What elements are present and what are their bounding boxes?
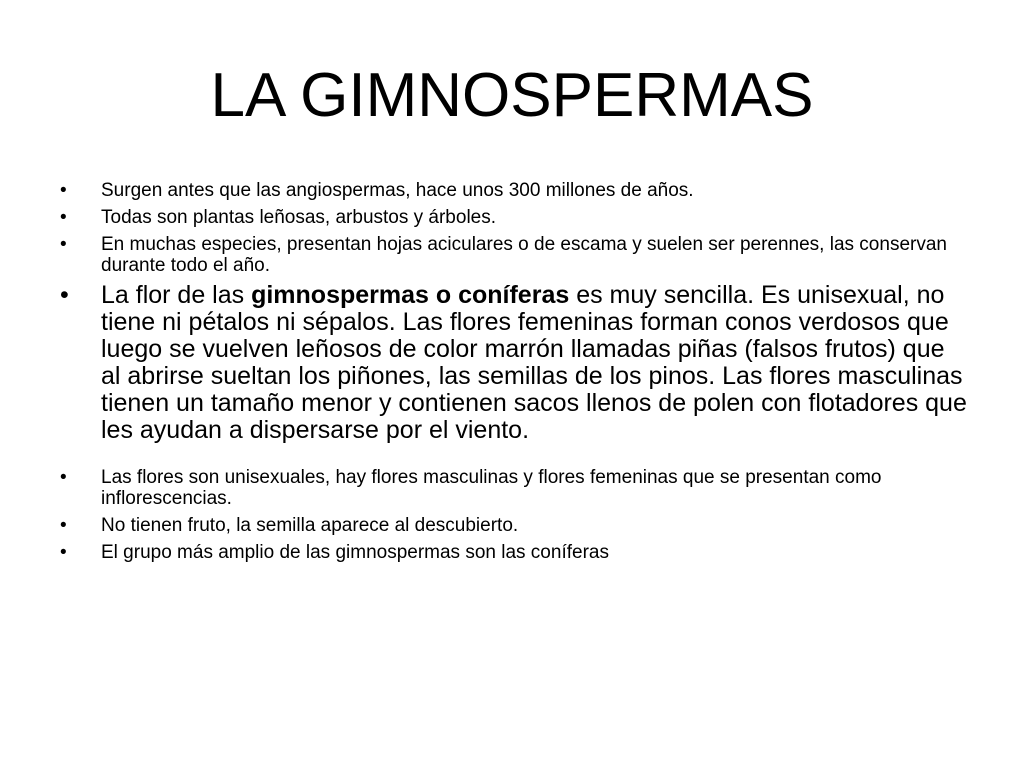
bullet-marker: • xyxy=(60,467,67,488)
slide-title: LA GIMNOSPERMAS xyxy=(210,61,814,130)
bullet-marker: • xyxy=(60,207,67,228)
main-bullet-bold-term: gimnospermas o coníferas xyxy=(251,281,570,309)
bullet-text: El grupo más amplio de las gimnospermas son las coníferas xyxy=(101,542,609,563)
bullet-item xyxy=(60,542,970,563)
bullet-text: Las flores son unisexuales, hay flores masculinas y flores femeninas que se presentan como inflorescencias. xyxy=(101,467,882,509)
bullet-text: En muchas especies, presentan hojas aciculares o de escama y suelen ser perennes, las conservan durante todo el año. xyxy=(101,234,947,276)
bullet-item xyxy=(60,207,970,228)
bullet-text: Surgen antes que las angiospermas, hace unos 300 millones de años. xyxy=(101,180,694,201)
bullet-item xyxy=(60,467,970,509)
bullet-text: Todas son plantas leñosas, arbustos y árboles. xyxy=(101,207,497,228)
bullet-item xyxy=(60,515,970,536)
bullet-marker: • xyxy=(60,515,67,536)
bullet-marker: • xyxy=(60,281,69,309)
bullet-marker: • xyxy=(60,234,67,255)
bullet-text: No tienen fruto, la semilla aparece al descubierto. xyxy=(101,515,519,536)
bullet-item xyxy=(60,180,970,201)
bullet-marker: • xyxy=(60,180,67,201)
bullet-marker: • xyxy=(60,542,67,563)
bullet-list xyxy=(60,180,970,569)
main-bullet-text-start: La flor de las xyxy=(101,281,252,309)
main-bullet-item xyxy=(60,282,970,444)
bullet-item xyxy=(60,234,970,276)
main-bullet-text xyxy=(101,281,967,444)
main-bullet-text-end: es muy sencilla. Es unisexual, no tiene ni pétalos ni sépalos. Las flores femeninas forman conos verdosos que luego se vuelven leñosos de color marrón llamadas piñas (falsos frutos) que al abrirse sueltan los piñones, las semillas de los pinos. Las flores masculinas tienen un tamaño menor y contienen sacos llenos de polen con flotadores que les ayudan a dispersarse por el viento. xyxy=(101,281,967,444)
